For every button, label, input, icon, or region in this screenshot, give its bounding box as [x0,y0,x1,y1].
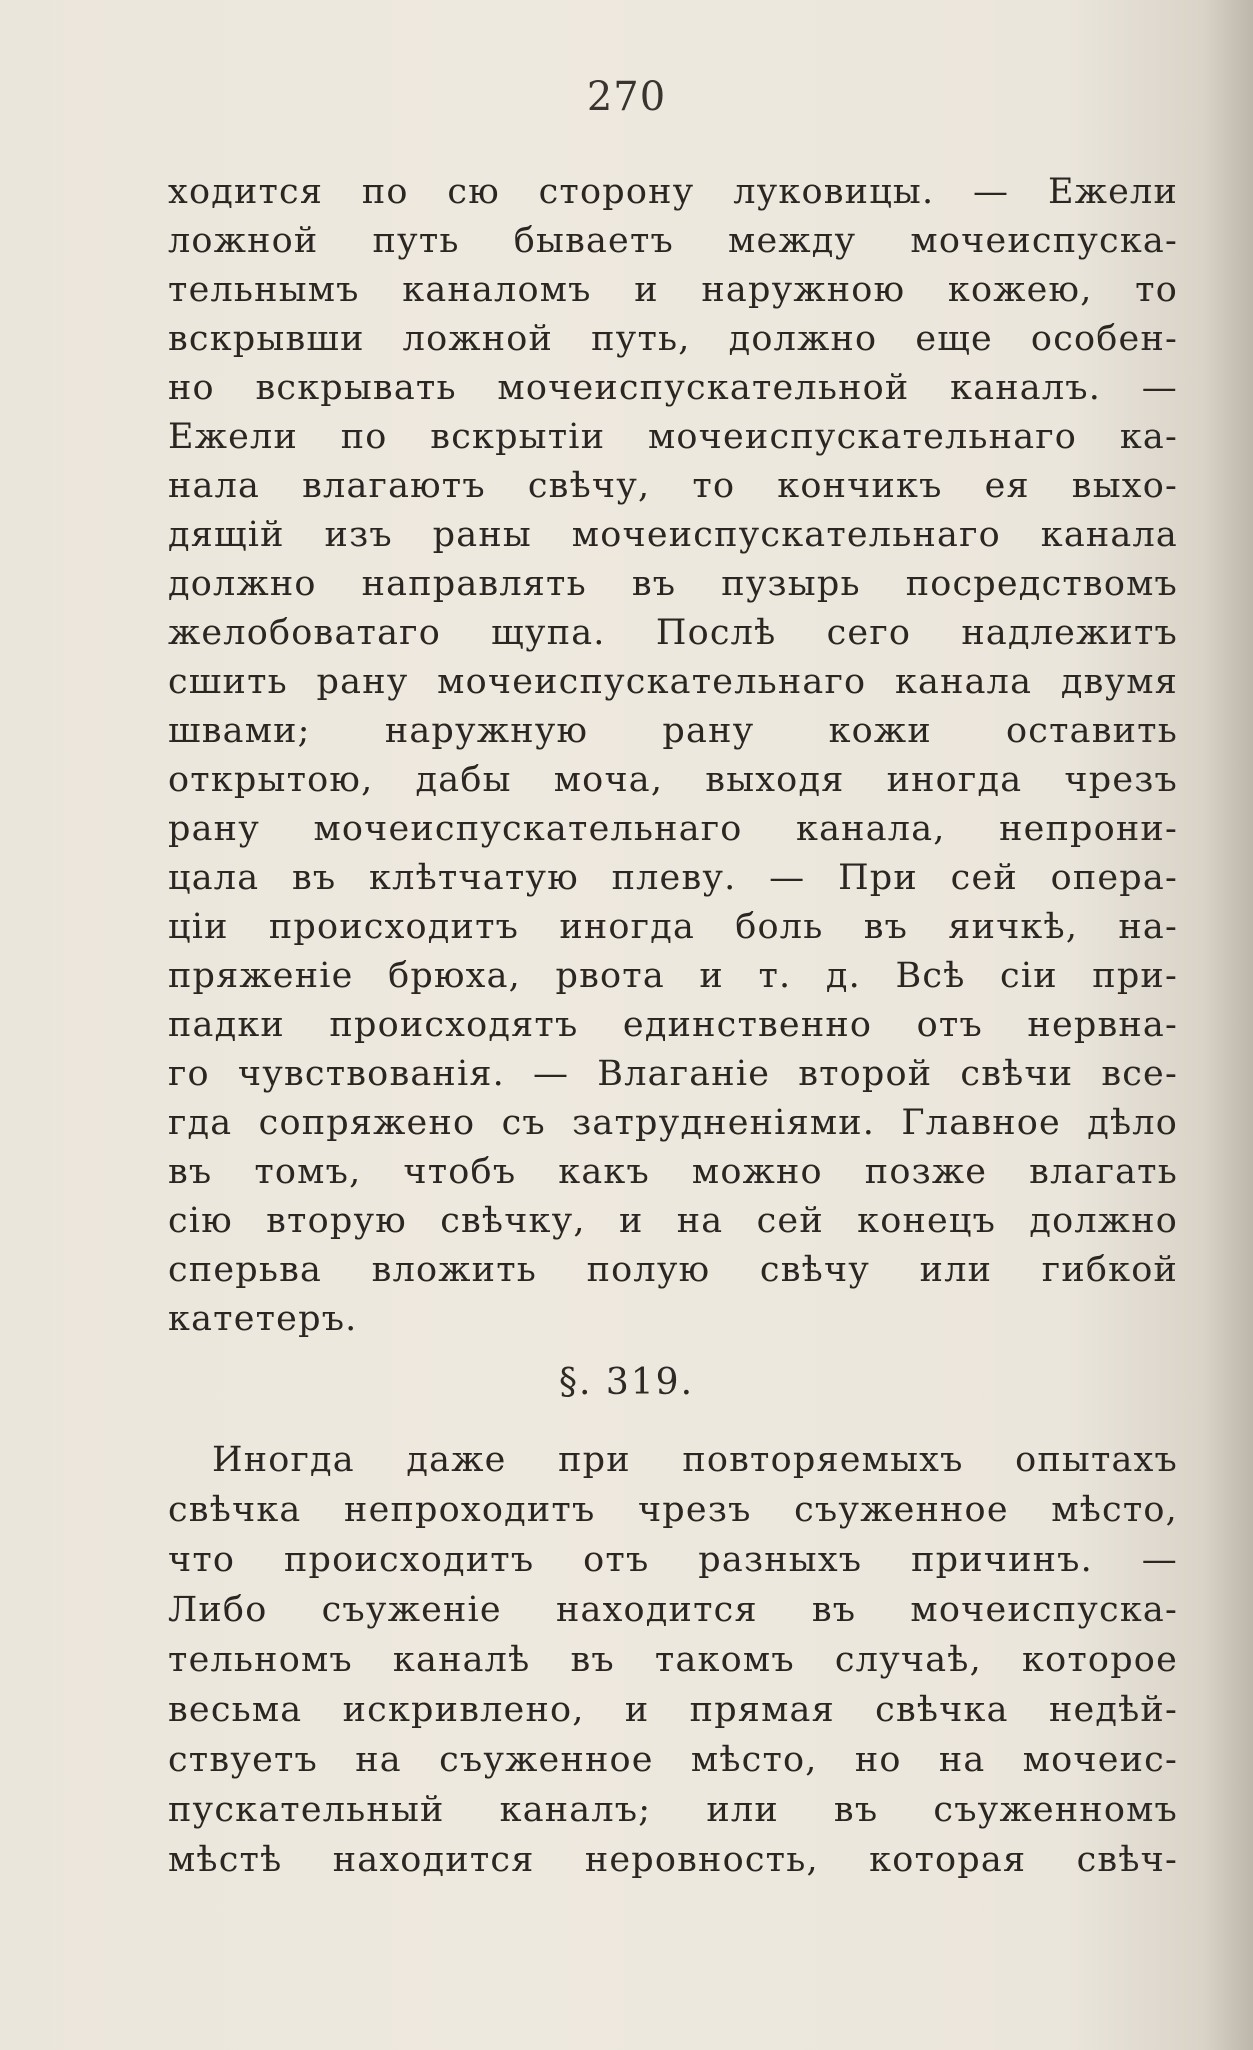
page-number: 270 [586,74,667,120]
text-line: катетеръ. [168,1299,358,1339]
text-line: должно направлять въ пузырь посредствомъ [168,564,1178,604]
text-line: вскрывши ложной путь, должно еще особен- [168,319,1178,359]
text-line: ложной путь бываетъ между мочеиспуска- [168,221,1178,261]
text-line: Ежели по вскрытіи мочеиспускательнаго ка- [168,417,1178,457]
text-line: цала въ клѣтчатую плеву. — При сей опера- [168,858,1178,898]
text-line: падки происходятъ единственно отъ нервна- [168,1005,1178,1045]
text-line: тельнымъ каналомъ и наружною кожею, то [168,270,1178,310]
text-line: сшить рану мочеиспускательнаго канала двумя [168,662,1178,702]
text-line: весьма искривлено, и прямая свѣчка недѣй- [168,1690,1178,1730]
text-line: пускательный каналъ; или въ съуженномъ [168,1790,1178,1830]
text-line: Либо съуженіе находится въ мочеиспуска- [168,1590,1178,1630]
text-line: дящій изъ раны мочеиспускательнаго канала [168,515,1178,555]
text-line: сперьва вложить полую свѣчу или гибкой [168,1250,1178,1290]
text-line: мѣстѣ находится неровность, которая свѣч- [168,1840,1178,1880]
text-line: открытою, дабы моча, выходя иногда чрезъ [168,760,1178,800]
text-line: тельномъ каналѣ въ такомъ случаѣ, которое [168,1640,1178,1680]
text-line: гда сопряжено съ затрудненіями. Главное дѣло [168,1103,1178,1143]
text-line: что происходитъ отъ разныхъ причинъ. — [168,1540,1178,1580]
text-line: свѣчка непроходитъ чрезъ съуженное мѣсто, [168,1490,1178,1530]
text-line: желобоватаго щупа. Послѣ сего надлежитъ [168,613,1178,653]
text-line: нала влагаютъ свѣчу, то кончикъ ея выхо- [168,466,1178,506]
text-line: ціи происходитъ иногда боль въ яичкѣ, на- [168,907,1178,947]
text-line: Иногда даже при повторяемыхъ опытахъ [212,1440,1178,1480]
text-line: въ томъ, чтобъ какъ можно позже влагать [168,1152,1178,1192]
text-line: рану мочеиспускательнаго канала, непрони- [168,809,1178,849]
text-line: ствуетъ на съуженное мѣсто, но на мочеис- [168,1740,1178,1780]
section-heading: §. 319. [558,1362,695,1403]
paragraph-section-319 [168,1435,1178,1885]
text-line: сію вторую свѣчку, и на сей конецъ должно [168,1201,1178,1241]
text-line: швами; наружную рану кожи оставить [168,711,1178,751]
text-line: но вскрывать мочеиспускательной каналъ. — [168,368,1178,408]
text-line: ходится по сю сторону луковицы. — Ежели [168,172,1178,212]
text-line: го чувствованія. — Влаганіе второй свѣчи все- [168,1054,1178,1094]
paragraph-continued [168,168,1178,1344]
text-line: пряженіе брюха, рвота и т. д. Всѣ сіи при- [168,956,1178,996]
